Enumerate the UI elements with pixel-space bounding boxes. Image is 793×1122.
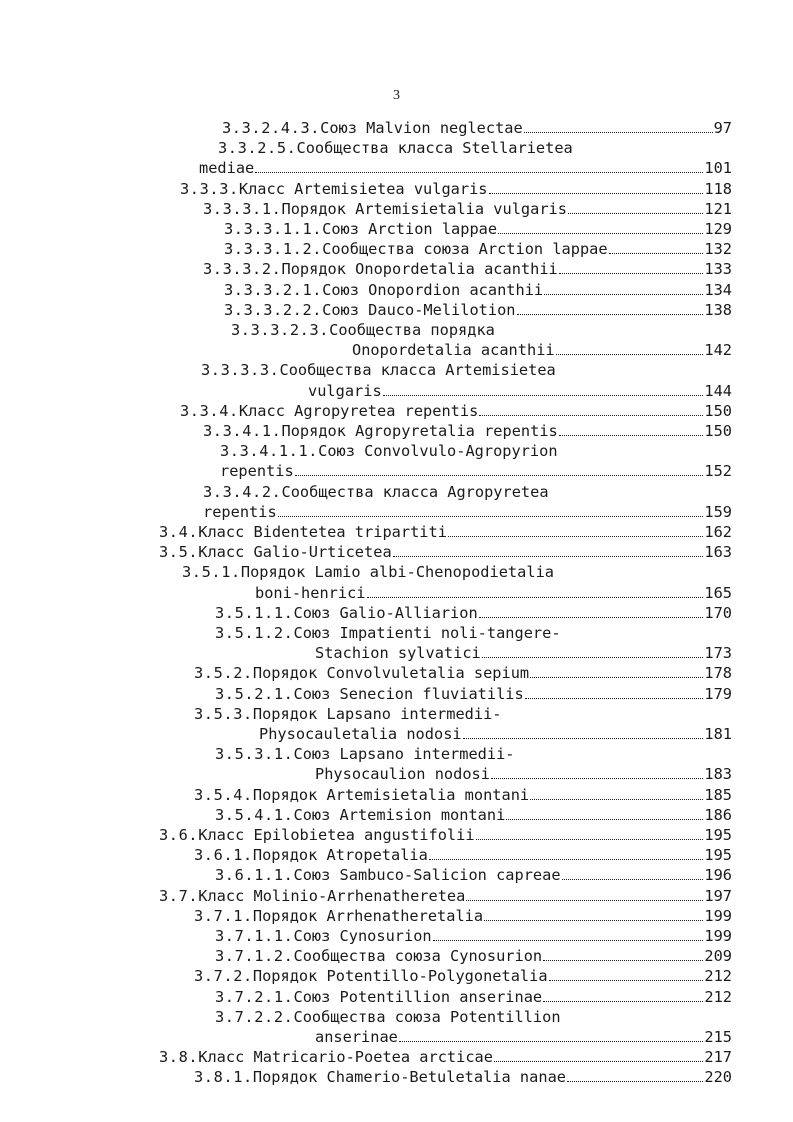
toc-entry[interactable]	[159, 1047, 732, 1067]
toc-entry-page: 163	[704, 543, 732, 562]
toc-entry-title: boni-henrici	[255, 583, 366, 602]
toc-leader-dots	[295, 474, 704, 476]
toc-entry[interactable]	[194, 663, 732, 683]
toc-entry-title: repentis	[220, 462, 294, 481]
toc-entry[interactable]	[231, 320, 495, 340]
toc-entry-number: 3.8.1.	[194, 1068, 253, 1087]
toc-entry[interactable]	[203, 259, 732, 279]
toc-leader-dots	[476, 838, 704, 840]
toc-entry-title: Класс Artemisietea vulgaris	[238, 179, 488, 198]
toc-entry[interactable]	[215, 946, 732, 966]
toc-entry[interactable]	[194, 966, 732, 986]
toc-entry-number: 3.3.3.2.3.	[231, 321, 330, 339]
toc-entry-page: 195	[704, 846, 732, 865]
toc-entry-title: Союз Galio-Alliarion	[293, 603, 478, 622]
toc-leader-dots	[494, 1060, 703, 1062]
toc-entry-page: 185	[704, 785, 732, 804]
toc-leader-dots	[609, 252, 704, 254]
toc-entry[interactable]	[194, 845, 732, 865]
toc-entry-number: 3.5.1.	[182, 563, 241, 582]
toc-entry-title: Союз Sambuco-Salicion capreae	[293, 866, 561, 885]
toc-entry-page: 195	[704, 826, 732, 844]
toc-leader-dots	[433, 939, 704, 941]
toc-entry-title: Порядок Artemisietalia montani	[252, 785, 530, 804]
table-of-contents	[0, 118, 793, 1087]
toc-entry-page: 209	[704, 947, 732, 966]
toc-entry[interactable]	[159, 886, 732, 906]
toc-entry-number: 3.7.1.2.	[215, 947, 294, 966]
toc-leader-dots	[549, 979, 704, 981]
toc-entry-page: 118	[704, 179, 732, 198]
toc-entry[interactable]	[224, 239, 732, 259]
toc-entry-title: Порядок Artemisietalia vulgaris	[281, 199, 567, 218]
toc-entry-page: 183	[704, 765, 732, 784]
toc-entry-number: 3.7.2.2.	[215, 1007, 294, 1026]
toc-entry-title: Порядок Convolvuletalia sepium	[252, 664, 530, 683]
toc-leader-dots	[393, 555, 704, 557]
toc-entry[interactable]	[159, 522, 732, 542]
toc-leader-dots	[530, 798, 703, 800]
toc-entry[interactable]	[224, 280, 732, 300]
toc-entry-number: 3.6.	[159, 826, 199, 844]
toc-entry-title: Сообщества союза Cynosurion	[293, 947, 543, 966]
toc-entry-page: 129	[704, 220, 732, 238]
toc-entry-number: 3.3.4.2.	[203, 482, 282, 501]
toc-leader-dots	[517, 313, 704, 315]
toc-leader-dots	[479, 616, 704, 618]
toc-entry-page: 212	[704, 967, 732, 986]
toc-entry[interactable]	[180, 401, 732, 421]
toc-entry-page: 150	[704, 422, 732, 440]
toc-entry-page: 132	[704, 240, 732, 259]
toc-entry-number: 3.3.2.5.	[218, 139, 297, 158]
toc-entry-number: 3.3.3.	[180, 179, 239, 198]
toc-leader-dots	[482, 656, 704, 658]
toc-entry-title: Порядок Atropetalia	[252, 846, 428, 865]
toc-leader-dots	[543, 1000, 703, 1002]
toc-entry-title: Порядок Lamio albi-Chenopodietalia	[240, 563, 554, 582]
toc-entry[interactable]	[308, 381, 732, 401]
toc-entry-title: Порядок Chamerio-Betuletalia nanae	[252, 1068, 566, 1087]
toc-entry-number: 3.3.3.3.	[201, 361, 280, 380]
toc-entry-title: Physocauletalia nodosi	[259, 725, 462, 743]
toc-entry-title: Союз Lapsano intermedii-	[293, 745, 515, 764]
toc-entry-number: 3.3.3.1.	[203, 199, 282, 218]
toc-entry-number: 3.3.4.	[180, 401, 239, 420]
toc-entry-title: vulgaris	[308, 381, 382, 400]
toc-leader-dots	[448, 535, 703, 537]
toc-entry-title: Союз Dauco-Melilotion	[322, 300, 516, 319]
toc-entry-number: 3.8.	[159, 1048, 199, 1067]
toc-leader-dots	[466, 899, 703, 901]
toc-entry[interactable]	[215, 744, 515, 764]
toc-leader-dots	[255, 171, 703, 173]
toc-entry-title: Союз Arction lappae	[322, 220, 498, 238]
toc-entry-page: 199	[704, 906, 732, 925]
toc-entry-page: 144	[704, 381, 732, 400]
toc-leader-dots	[568, 212, 703, 214]
toc-entry-page: 217	[704, 1048, 732, 1067]
toc-entry-title: Союз Impatienti noli-tangere-	[293, 624, 561, 642]
toc-entry[interactable]	[220, 441, 558, 461]
toc-entry[interactable]	[194, 704, 502, 724]
toc-entry-page: 215	[704, 1028, 732, 1046]
toc-entry-title: Союз Convolvulo-Agropyrion	[318, 442, 558, 461]
toc-entry-page: 138	[704, 300, 732, 319]
toc-entry-page: 142	[704, 341, 732, 360]
toc-entry-number: 3.5.2.1.	[215, 684, 294, 703]
toc-entry[interactable]	[182, 562, 554, 582]
toc-entry[interactable]	[159, 542, 732, 562]
toc-entry[interactable]	[315, 643, 732, 663]
toc-leader-dots	[556, 353, 704, 355]
toc-entry-page: 197	[704, 886, 732, 905]
toc-entry[interactable]	[199, 158, 732, 178]
toc-entry[interactable]	[222, 118, 732, 138]
toc-entry-page: 162	[704, 523, 732, 541]
toc-entry-title: Союз Artemision montani	[293, 805, 506, 824]
toc-entry-title: Сообщества класса Agropyretea	[281, 482, 549, 501]
toc-entry-number: 3.3.3.2.	[203, 260, 282, 279]
toc-entry[interactable]	[215, 603, 732, 623]
toc-entry-title: repentis	[203, 502, 277, 521]
toc-entry-number: 3.4.	[159, 523, 199, 541]
toc-entry[interactable]	[218, 138, 573, 158]
toc-entry[interactable]	[352, 340, 732, 360]
toc-entry[interactable]	[194, 906, 732, 926]
toc-entry-title: Союз Onopordion acanthii	[322, 280, 544, 299]
toc-entry-number: 3.3.3.1.1.	[224, 220, 323, 238]
toc-entry-title: anserinae	[315, 1028, 398, 1046]
toc-entry[interactable]	[180, 179, 732, 199]
toc-entry-number: 3.5.2.	[194, 664, 253, 683]
toc-entry[interactable]	[159, 825, 732, 845]
toc-entry-title: Класс Molinio-Arrhenatheretea	[198, 886, 466, 905]
page-number: 3	[393, 88, 400, 103]
toc-entry-page: 97	[713, 119, 732, 137]
toc-entry[interactable]	[255, 583, 732, 603]
toc-leader-dots	[491, 777, 703, 779]
toc-entry-title: Порядок Agropyretalia repentis	[281, 422, 558, 440]
toc-entry-number: 3.5.4.	[194, 785, 253, 804]
toc-entry-title: Союз Malvion neglectae	[320, 119, 523, 137]
toc-entry[interactable]	[215, 684, 732, 704]
toc-leader-dots	[559, 272, 704, 274]
toc-entry-page: 101	[704, 159, 732, 178]
toc-leader-dots	[544, 293, 703, 295]
toc-entry-title: Порядок Lapsano intermedii-	[252, 704, 502, 723]
toc-entry-title: Сообщества союза Potentillion	[293, 1007, 561, 1026]
toc-entry-number: 3.3.2.4.3.	[222, 119, 321, 137]
toc-entry-title: Сообщества порядка	[329, 321, 495, 339]
toc-leader-dots	[463, 737, 704, 739]
toc-entry-title: Порядок Potentillo-Polygonetalia	[252, 967, 548, 986]
toc-leader-dots	[559, 434, 704, 436]
toc-entry[interactable]	[203, 502, 732, 522]
toc-entry-page: 178	[704, 664, 732, 683]
toc-entry-page: 186	[704, 805, 732, 824]
toc-leader-dots	[489, 192, 704, 194]
toc-entry-number: 3.3.4.1.	[203, 422, 282, 440]
toc-entry-number: 3.7.2.1.	[215, 987, 294, 1006]
toc-entry[interactable]	[194, 785, 732, 805]
toc-entry-number: 3.7.1.	[194, 906, 253, 925]
toc-leader-dots	[567, 1080, 703, 1082]
toc-entry[interactable]	[203, 482, 549, 502]
toc-entry[interactable]	[215, 1007, 561, 1027]
toc-entry-number: 3.5.	[159, 543, 199, 562]
toc-entry[interactable]	[203, 421, 732, 441]
toc-entry-page: 165	[704, 583, 732, 602]
toc-entry-title: Союз Cynosurion	[293, 927, 432, 945]
toc-entry-title: Союз Senecion fluviatilis	[293, 684, 524, 703]
toc-leader-dots	[525, 697, 704, 699]
toc-entry-number: 3.3.3.2.2.	[224, 300, 323, 319]
toc-entry-title: Класс Matricario-Poetea arcticae	[198, 1048, 493, 1067]
toc-entry-title: Класс Agropyretea repentis	[238, 401, 479, 420]
toc-entry-page: 152	[704, 462, 732, 481]
toc-entry-page: 159	[704, 502, 732, 521]
toc-leader-dots	[429, 858, 704, 860]
toc-entry-page: 134	[704, 280, 732, 299]
toc-entry[interactable]	[220, 461, 732, 481]
toc-entry[interactable]	[215, 926, 732, 946]
toc-entry-page: 179	[704, 684, 732, 703]
toc-entry-title: Порядок Arrhenatheretalia	[252, 906, 484, 925]
toc-entry-title: Physocaulion nodosi	[315, 765, 490, 784]
toc-entry-page: 133	[704, 260, 732, 279]
toc-entry-number: 3.5.1.2.	[215, 624, 294, 642]
toc-entry[interactable]	[224, 300, 732, 320]
toc-entry[interactable]	[315, 764, 732, 784]
toc-entry-page: 173	[704, 644, 732, 663]
toc-entry-number: 3.3.4.1.1.	[220, 442, 319, 461]
toc-entry-number: 3.6.1.1.	[215, 866, 294, 885]
toc-entry-number: 3.7.2.	[194, 967, 253, 986]
toc-entry-page: 220	[704, 1068, 732, 1087]
toc-entry-page: 181	[704, 725, 732, 743]
toc-entry-page: 196	[704, 866, 732, 885]
toc-entry-title: Сообщества союза Arction lappae	[322, 240, 608, 259]
toc-entry-title: Порядок Onopordetalia acanthii	[281, 260, 558, 279]
toc-leader-dots	[530, 676, 703, 678]
toc-entry-number: 3.5.3.	[194, 704, 253, 723]
toc-entry[interactable]	[259, 724, 732, 744]
toc-entry-page: 121	[704, 199, 732, 218]
toc-leader-dots	[367, 596, 704, 598]
toc-entry-number: 3.5.4.1.	[215, 805, 294, 824]
toc-leader-dots	[383, 394, 704, 396]
toc-entry-number: 3.6.1.	[194, 846, 253, 865]
toc-entry-page: 150	[704, 401, 732, 420]
toc-entry[interactable]	[224, 219, 732, 239]
toc-entry[interactable]	[215, 987, 732, 1007]
toc-entry-title: Класс Epilobietea angustifolii	[198, 826, 475, 844]
toc-leader-dots	[484, 919, 703, 921]
toc-entry-page: 199	[704, 927, 732, 945]
toc-entry[interactable]	[215, 865, 732, 885]
toc-leader-dots	[399, 1040, 703, 1042]
toc-entry-number: 3.7.	[159, 886, 199, 905]
toc-entry-title: Класс Bidentetea tripartiti	[198, 523, 447, 541]
toc-entry[interactable]	[215, 623, 561, 643]
toc-leader-dots	[278, 515, 704, 517]
toc-entry-title: Класс Galio-Urticetea	[198, 543, 392, 562]
toc-entry-page: 212	[704, 987, 732, 1006]
toc-leader-dots	[479, 414, 703, 416]
toc-leader-dots	[506, 818, 703, 820]
toc-entry-number: 3.7.1.1.	[215, 927, 294, 945]
toc-entry[interactable]	[315, 1027, 732, 1047]
toc-entry-page: 170	[704, 603, 732, 622]
toc-entry-title: Stachion sylvatici	[315, 644, 481, 663]
toc-entry-title: Onopordetalia acanthii	[352, 341, 555, 360]
toc-entry-number: 3.3.3.1.2.	[224, 240, 323, 259]
toc-entry-title: mediae	[199, 159, 255, 178]
toc-entry-title: Союз Potentillion anserinae	[293, 987, 543, 1006]
toc-entry-number: 3.5.1.1.	[215, 603, 294, 622]
toc-leader-dots	[498, 232, 703, 234]
toc-entry-number: 3.5.3.1.	[215, 745, 294, 764]
toc-leader-dots	[543, 959, 703, 961]
toc-entry[interactable]	[201, 360, 556, 380]
toc-entry-title: Сообщества класса Artemisietea	[279, 361, 556, 380]
toc-entry-number: 3.3.3.2.1.	[224, 280, 323, 299]
toc-leader-dots	[562, 878, 704, 880]
toc-leader-dots	[524, 131, 713, 133]
toc-entry-title: Сообщества класса Stellarietea	[296, 139, 573, 158]
toc-entry[interactable]	[203, 199, 732, 219]
toc-entry[interactable]	[194, 1067, 732, 1087]
toc-entry[interactable]	[215, 805, 732, 825]
